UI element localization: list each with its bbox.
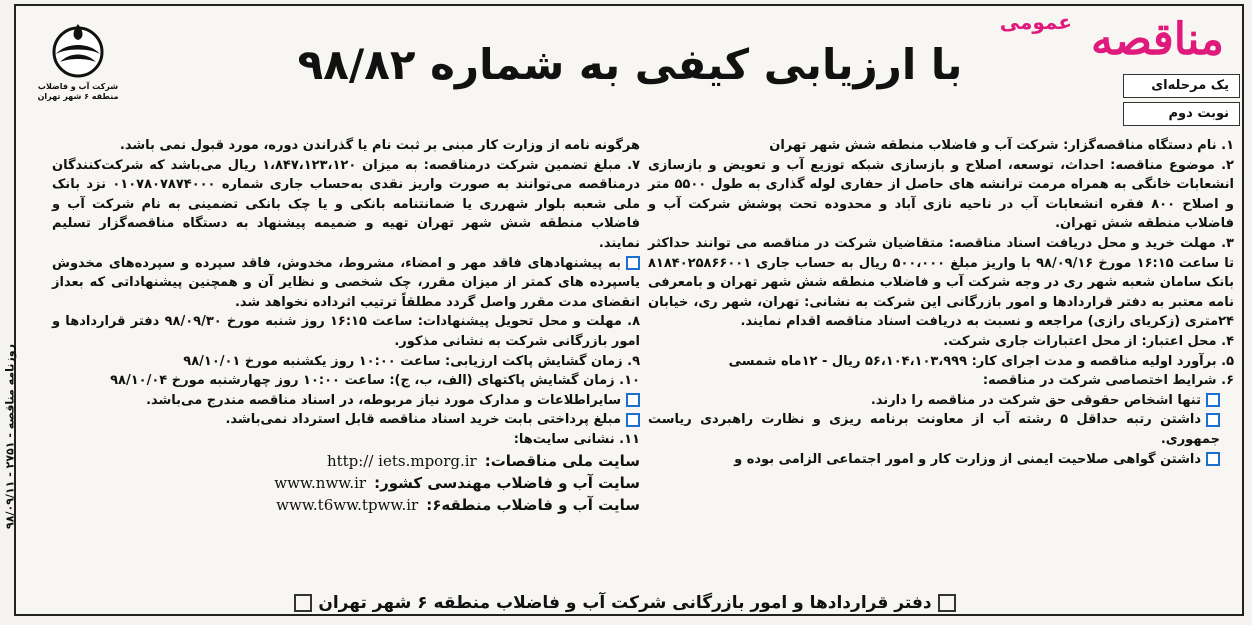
right-column — [648, 136, 1234, 469]
item-11: ۱۱. نشانی سایت‌ها: — [513, 431, 640, 447]
item-6: ۶. شرایط اختصاصی شرکت در مناقصه: — [982, 373, 1234, 389]
page-title: با ارزیابی کیفی به شماره ۹۸/۸۲ — [297, 40, 963, 89]
site-region6-water: سایت آب و فاضلاب منطقه۶:www.t6ww.tpww.ir — [276, 495, 640, 514]
company-logo — [30, 18, 126, 138]
logo-line-2: منطقه ۶ شهر تهران — [37, 92, 119, 101]
condition-3-continued: هرگونه نامه از وزارت کار مبنی بر ثبت نام یا گذراندن دوره، مورد قبول نمی باشد. — [119, 138, 640, 153]
stage-badge: یک مرحله‌ای — [1123, 74, 1240, 98]
item-10: ۱۰. زمان گشایش پاکتهای (الف، ب، ج): ساعت ۱۰:۰۰ روز چهارشنبه مورخ ۹۸/۱۰/۰۴ — [110, 373, 640, 389]
item-9: ۹. زمان گشایش پاکت ارزیابی: ساعت ۱۰:۰۰ روز یکشنبه مورخ ۹۸/۱۰/۰۱ — [183, 353, 640, 369]
condition-4: به پیشنهادهای فاقد مهر و امضاء، مشروط، مخدوش، فاقد سپرده و سپرده‌های مخدوش یاسپرده های کمتر از میزان مقرر، چک شخصی و نظایر آن و همچنین پیشنهاداتی که بعداز انقضای مدت مقرر واصل گردد مطلقاً ترتیب اثرداده نخواهد شد. — [52, 255, 640, 310]
checkbox-icon — [626, 413, 640, 427]
side-caption: روزنامه مناقصه - ۲۷۵۱ - ۹۸/۰۹/۱۱ — [3, 344, 17, 529]
item-8: ۸. مهلت و محل تحویل پیشنهادات: ساعت ۱۶:۱۵ روز شنبه مورخ ۹۸/۰۹/۳۰ دفتر قراردادها و امور بازرگانی شرکت به نشانی مذکور. — [52, 314, 640, 349]
footer-text: دفتر قراردادها و امور بازرگانی شرکت آب و فاضلاب منطقه ۶ شهر تهران — [318, 593, 932, 613]
condition-2: داشتن رتبه حداقل ۵ رشته آب از معاونت برنامه ریزی و نظارت راهبردی ریاست جمهوری. — [648, 412, 1220, 447]
region6-water-link[interactable]: www.t6ww.tpww.ir — [276, 495, 419, 514]
item-2: ۲. موضوع مناقصه: احداث، توسعه، اصلاح و بازسازی شبکه توزیع آب و تعویض و بازسازی انشعابات خانگی به همراه مرمت ترانشه های حاصل از حفاری لوله گذاری به طول ۵۵۰۰ متر و اصلاح ۸۰۰ فقره انشعابات آب در ناحیه نازی آباد و محدوده تحت پوشش شرکت آب و فاضلاب منطقه شش تهران. — [648, 157, 1235, 232]
item-1: ۱. نام دستگاه مناقصه‌گزار: شرکت آب و فاضلاب منطقه شش شهر تهران — [769, 138, 1234, 153]
national-water-link[interactable]: www.nww.ir — [274, 473, 367, 492]
checkbox-icon — [626, 393, 640, 407]
footer-box-right-icon — [938, 594, 956, 612]
item-4: ۴. محل اعتبار: از محل اعتبارات جاری شرکت. — [943, 333, 1234, 349]
condition-5: سایراطلاعات و مدارک مورد نیاز مربوطه، در اسناد مناقصه مندرج می‌باشد. — [52, 391, 640, 411]
water-drop-logo-icon — [46, 18, 110, 82]
site-national-water: سایت آب و فاضلاب مهندسی کشور:www.nww.ir — [274, 473, 640, 492]
condition-6: مبلغ پرداختی بابت خرید اسناد مناقصه قابل استرداد نمی‌باشد. — [52, 410, 640, 430]
checkbox-icon — [1206, 452, 1220, 466]
brand-mark — [992, 6, 1232, 76]
checkbox-icon — [626, 256, 640, 270]
item-5: ۵. برآورد اولیه مناقصه و مدت اجرای کار: ۵۶،۱۰۴،۱۰۳،۹۹۹ ریال - ۱۲ماه شمسی — [728, 353, 1234, 369]
brand-title: مناقصه — [1090, 14, 1224, 65]
left-column — [52, 136, 640, 516]
item-7: ۷. مبلغ تضمین شرکت درمناقصه: به میزان ۱،۸۴۷،۱۲۳،۱۲۰ ریال می‌باشد که شرکت‌کنندگان درمناقصه می‌توانند به صورت واریز نقدی به‌حساب جاری شماره ۰۱۰۷۸۰۷۸۷۴۰۰۰ نزد بانک ملی شعبه بلوار شهرری یا ضمانتنامه بانکی و یا چک بانکی تضمینی به نام شرکت آب و فاضلاب منطقه شش شهر تهران تهیه و ضمیمه پیشنهاد به دستگاه مناقصه‌گزار تسلیم نمایند. — [52, 157, 640, 251]
item-3: ۳. مهلت خرید و محل دریافت اسناد مناقصه: متقاضیان شرکت در مناقصه می توانند حداکثر تا ساعت ۱۶:۱۵ مورخ ۹۸/۰۹/۱۶ با واریز مبلغ ۵۰۰،۰۰۰ ریال به حساب جاری ۸۱۸۴۰۲۵۸۶۶۰۰۱ بانک سامان شعبه شهر ری در وجه شرکت آب و فاضلاب منطقه شش شهر تهران و بامعرفی نامه معتبر به دفتر قراردادها و امور بازرگانی این شرکت به نشانی: تهران، شهر ری، خیابان ۲۴متری (زکریای رازی) مراجعه و نسبت به دریافت اسناد مناقصه اقدام نمایند. — [648, 235, 1235, 330]
national-tenders-link[interactable]: http:// iets.mporg.ir — [326, 451, 477, 470]
logo-line-1: شرکت آب و فاضلاب — [37, 82, 119, 91]
checkbox-icon — [1206, 413, 1220, 427]
checkbox-icon — [1206, 393, 1220, 407]
round-badge: نوبت دوم — [1123, 102, 1240, 126]
condition-3: داشتن گواهی صلاحیت ایمنی از وزارت کار و امور اجتماعی الزامی بوده و — [648, 450, 1234, 470]
site-national-tenders: سایت ملی مناقصات:http:// iets.mporg.ir — [326, 451, 640, 470]
footer — [30, 593, 1220, 617]
brand-subtitle: عمومی — [999, 10, 1072, 34]
condition-1: تنها اشخاص حقوقی حق شرکت در مناقصه را دارند. — [648, 391, 1234, 411]
footer-box-left-icon — [294, 594, 312, 612]
